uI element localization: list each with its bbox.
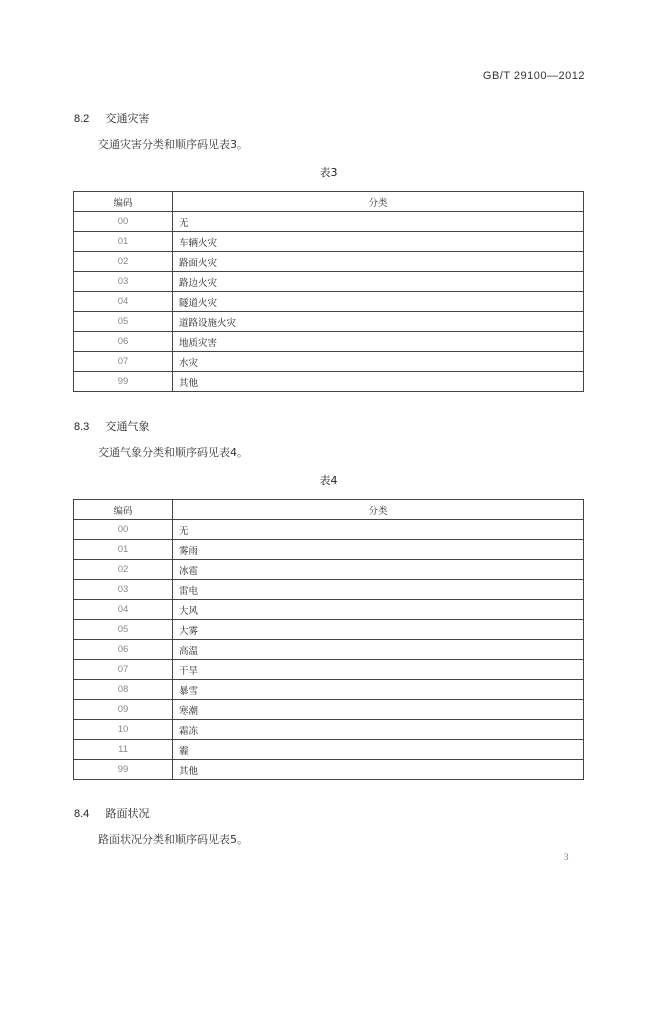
table-row (74, 232, 584, 252)
section-number: 8.4 (74, 808, 90, 820)
section-number: 8.3 (74, 421, 90, 433)
table-row (74, 740, 584, 760)
classification-cell: 路面火灾 (173, 252, 584, 272)
code-cell: 06 (74, 640, 173, 660)
table-row (74, 620, 584, 640)
section-title: 路面状况 (105, 807, 150, 820)
standard-number: GB/T 29100—2012 (482, 70, 585, 82)
table-row (74, 720, 584, 740)
column-header-code: 编码 (74, 192, 173, 212)
code-cell: 99 (74, 760, 173, 780)
code-cell: 07 (74, 660, 173, 680)
classification-cell: 水灾 (173, 352, 584, 372)
section-paragraph-8-2: 交通灾害分类和顺序码见表3。 (98, 138, 248, 151)
table-4 (73, 499, 584, 780)
code-cell: 00 (74, 212, 173, 232)
section-heading-8-2 (74, 110, 150, 126)
code-cell: 00 (74, 520, 173, 540)
code-cell: 99 (74, 372, 173, 392)
column-header-classification: 分类 (173, 192, 584, 212)
page-number: 3 (564, 852, 569, 862)
section-paragraph-8-3: 交通气象分类和顺序码见表4。 (98, 446, 248, 459)
code-cell: 08 (74, 680, 173, 700)
code-cell: 09 (74, 700, 173, 720)
table-row (74, 352, 584, 372)
classification-cell: 车辆火灾 (173, 232, 584, 252)
code-cell: 06 (74, 332, 173, 352)
code-cell: 01 (74, 232, 173, 252)
code-cell: 05 (74, 620, 173, 640)
table-row (74, 600, 584, 620)
table-row (74, 312, 584, 332)
column-header-code: 编码 (74, 500, 173, 520)
section-paragraph-8-4: 路面状况分类和顺序码见表5。 (98, 833, 248, 846)
table-row (74, 212, 584, 232)
table-row (74, 372, 584, 392)
classification-cell: 霜冻 (173, 720, 584, 740)
classification-cell: 道路设施火灾 (173, 312, 584, 332)
table-row (74, 560, 584, 580)
table-row (74, 252, 584, 272)
column-header-classification: 分类 (173, 500, 584, 520)
section-number: 8.2 (74, 113, 90, 125)
classification-cell: 寒潮 (173, 700, 584, 720)
table-3 (73, 191, 584, 392)
table-caption-4: 表4 (319, 474, 338, 487)
classification-cell: 大雾 (173, 620, 584, 640)
code-cell: 02 (74, 252, 173, 272)
classification-cell: 干旱 (173, 660, 584, 680)
table-row (74, 760, 584, 780)
classification-cell: 路边火灾 (173, 272, 584, 292)
code-cell: 05 (74, 312, 173, 332)
table-header-row (74, 500, 584, 520)
table-row (74, 700, 584, 720)
classification-cell: 其他 (173, 372, 584, 392)
table-caption-3: 表3 (319, 166, 338, 179)
classification-cell: 高温 (173, 640, 584, 660)
section-title: 交通气象 (105, 420, 150, 433)
table-row (74, 680, 584, 700)
table-row (74, 640, 584, 660)
code-cell: 03 (74, 272, 173, 292)
table-row (74, 660, 584, 680)
table-row (74, 332, 584, 352)
code-cell: 07 (74, 352, 173, 372)
classification-cell: 地质灾害 (173, 332, 584, 352)
classification-cell: 无 (173, 520, 584, 540)
classification-cell: 霾 (173, 740, 584, 760)
classification-cell: 大风 (173, 600, 584, 620)
table-header-row (74, 192, 584, 212)
section-heading-8-4 (74, 805, 150, 821)
classification-cell: 暴雪 (173, 680, 584, 700)
code-cell: 03 (74, 580, 173, 600)
classification-cell: 隧道火灾 (173, 292, 584, 312)
classification-cell: 冰雹 (173, 560, 584, 580)
code-cell: 04 (74, 600, 173, 620)
table-row (74, 580, 584, 600)
classification-cell: 无 (173, 212, 584, 232)
table-row (74, 292, 584, 312)
table-row (74, 520, 584, 540)
table-row (74, 272, 584, 292)
code-cell: 10 (74, 720, 173, 740)
code-cell: 01 (74, 540, 173, 560)
code-cell: 04 (74, 292, 173, 312)
classification-cell: 其他 (173, 760, 584, 780)
section-title: 交通灾害 (105, 112, 150, 125)
classification-cell: 雾雨 (173, 540, 584, 560)
section-heading-8-3 (74, 418, 150, 434)
classification-cell: 雷电 (173, 580, 584, 600)
code-cell: 02 (74, 560, 173, 580)
table-row (74, 540, 584, 560)
code-cell: 11 (74, 740, 173, 760)
